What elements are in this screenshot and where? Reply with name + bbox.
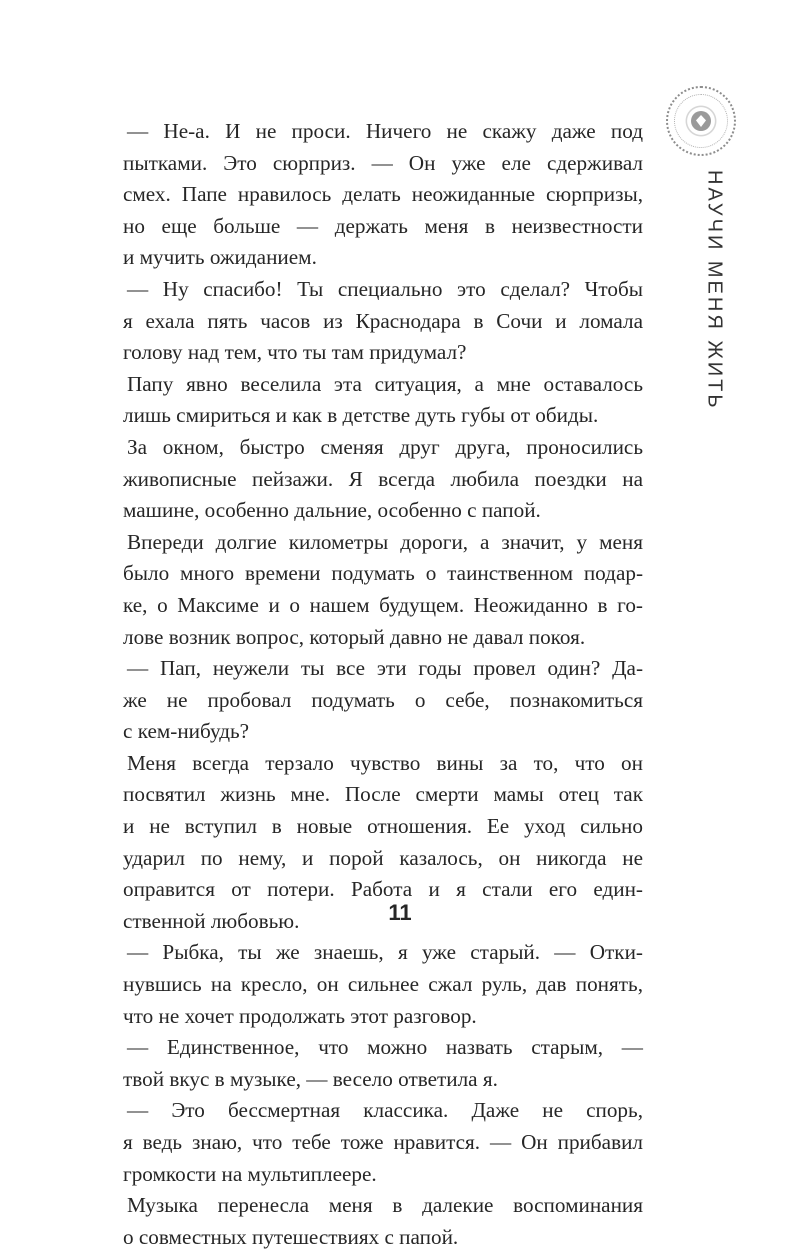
text-line: — Это бессмертная классика. Даже не спорь, [127, 1098, 643, 1123]
text-line: оправится от потери. Работа и я стали его един- [123, 877, 643, 902]
text-line: громкости на мультиплеере. [123, 1161, 377, 1186]
emblem-core [691, 111, 711, 131]
text-line: — Единственное, что можно назвать старым, — [127, 1035, 643, 1060]
text-line: живописные пейзажи. Я всегда любила поездки на [123, 466, 643, 491]
text-line: голову над тем, что ты там придумал? [123, 340, 467, 365]
text-line: нувшись на кресло, он сильнее сжал руль, дав понять, [123, 972, 643, 997]
text-line: — Рыбка, ты же знаешь, я уже старый. — Отки- [127, 940, 643, 965]
text-line: было много времени подумать о таинственном подар- [123, 561, 643, 586]
text-line: что не хочет продолжать этот разговор. [123, 1003, 477, 1028]
text-line: твой вкус в музыке, — весело ответила я. [123, 1066, 498, 1091]
text-line: За окном, быстро сменяя друг друга, проносились [127, 434, 643, 459]
text-line: машине, особенно дальние, особенно с папой. [123, 498, 541, 523]
page-number: 11 [388, 900, 412, 925]
text-line: смех. Папе нравилось делать неожиданные сюрпризы, [123, 182, 643, 207]
text-line: и мучить ожиданием. [123, 245, 317, 270]
text-line: лишь смириться и как в детстве дуть губы от обиды. [123, 403, 599, 428]
text-line: Папу явно веселила эта ситуация, а мне оставалось [127, 371, 643, 396]
text-line: посвятил жизнь мне. После смерти мамы отец так [123, 782, 643, 807]
text-line: и не вступил в новые отношения. Ее уход сильно [123, 814, 643, 839]
text-line: но еще больше — держать меня в неизвестности [123, 213, 643, 238]
text-line: Меня всегда терзало чувство вины за то, что он [127, 750, 643, 775]
text-line: ке, о Максиме и о нашем будущем. Неожиданно в го- [123, 592, 643, 617]
text-line: я ехала пять часов из Краснодара в Сочи и ломала [123, 308, 643, 333]
text-line: с кем-нибудь? [123, 719, 250, 744]
text-line: лове возник вопрос, который давно не давал покоя. [123, 624, 586, 649]
text-line: же не пробовал подумать о себе, познакомиться [123, 687, 643, 712]
body-text [123, 116, 643, 1253]
text-line: Музыка перенесла меня в далекие воспоминания [127, 1193, 643, 1218]
text-line: я ведь знаю, что тебе тоже нравится. — Он прибавил [123, 1130, 643, 1154]
text-line: — Ну спасибо! Ты специально это сделал? Чтобы [127, 276, 643, 301]
text-line: ственной любовью. [123, 908, 300, 933]
text-line: о совместных путешествиях с папой. [123, 1224, 459, 1249]
text-line: Впереди долгие километры дороги, а значит, у меня [127, 529, 643, 554]
text-line: пытками. Это сюрприз. — Он уже еле сдерживал [123, 150, 643, 175]
book-emblem-icon [664, 84, 738, 158]
running-title [702, 170, 726, 411]
running-title-text: НАУЧИ МЕНЯ ЖИТЬ [703, 170, 726, 411]
text-line: ударил по нему, и порой казалось, он никогда не [123, 845, 643, 870]
text-line: — Пап, неужели ты все эти годы провел один? Да- [127, 656, 643, 681]
text-line: — Не-а. И не проси. Ничего не скажу даже под [127, 119, 643, 143]
